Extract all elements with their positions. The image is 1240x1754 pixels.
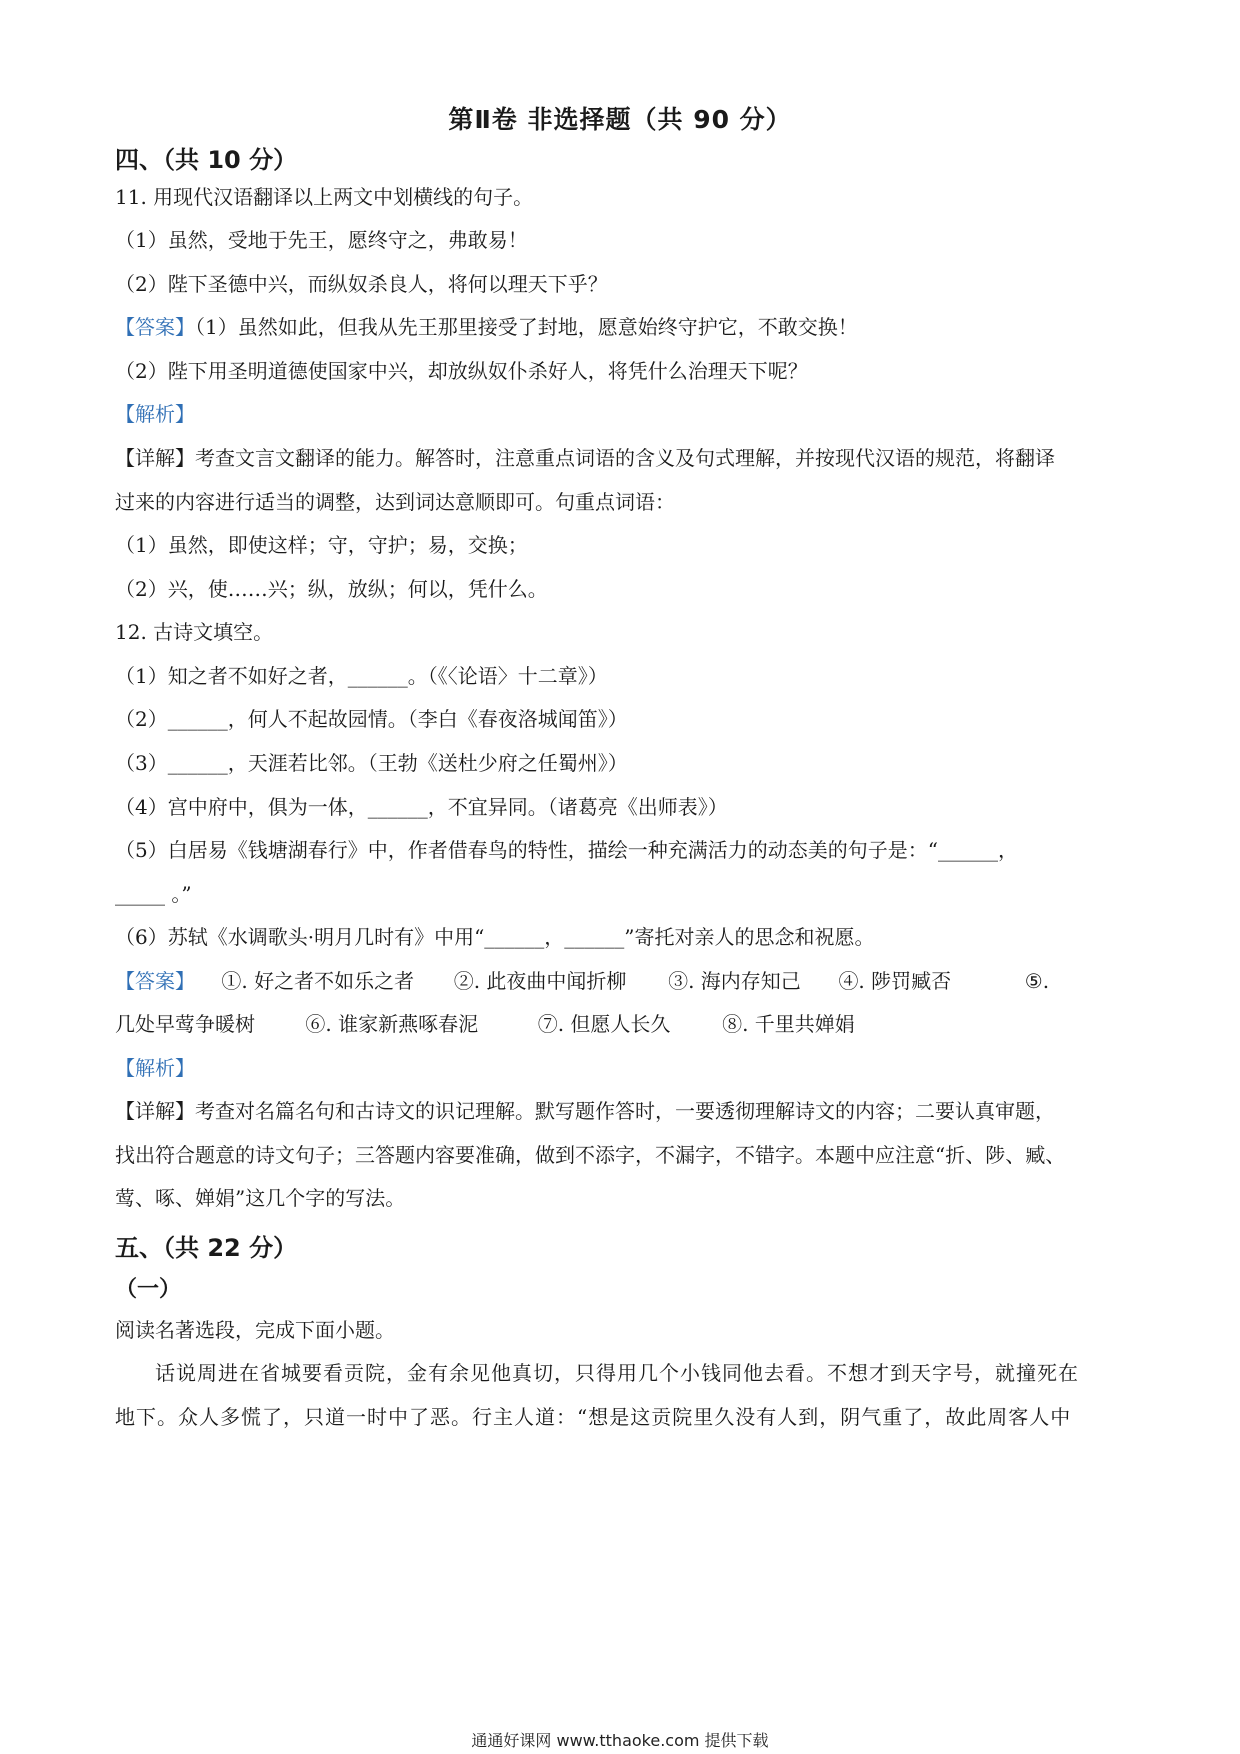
q11-answer-1: （1）虽然如此，但我从先王那里接受了封地，愿意始终守护它，不敢交换！ — [195, 315, 858, 339]
q12-item-3: （3）______，天涯若比邻。（王勃《送杜少府之任蜀州》） — [115, 751, 628, 775]
q11-detail-3: （1）虽然，即使这样；守，守护；易，交换； — [115, 533, 528, 557]
detail-tag: 【详解】 — [115, 1099, 195, 1123]
q12-answer-row-2 — [115, 1010, 855, 1038]
q12-answer-5: 几处早莺争暖树 — [115, 1012, 255, 1036]
q11-item-1: （1）虽然，受地于先王，愿终守之，弗敢易！ — [115, 228, 528, 252]
passage-line-2: 地下。众人多慌了，只道一时中了恶。行主人道：“想是这贡院里久没有人到，阴气重了，故此周客人中 — [115, 1405, 1072, 1429]
passage-line-1: 话说周进在省城要看贡院，金有余见他真切，只得用几个小钱同他去看。不想才到天字号，就撞死在 — [155, 1361, 1079, 1385]
q12-item-2: （2）______，何人不起故园情。（李白《春夜洛城闻笛》） — [115, 707, 628, 731]
footer-source: 通通好课网 www.tthaoke.com 提供下载 — [471, 1731, 769, 1750]
q12-detail-line-1 — [115, 1097, 1055, 1125]
q12-answer-6: ⑥. 谁家新燕啄春泥 — [305, 1012, 479, 1036]
q12-item-5: （5）白居易《钱塘湖春行》中，作者借春鸟的特性，描绘一种充满活力的动态美的句子是：“______， — [115, 838, 1018, 862]
q12-answer-3: ③. 海内存知己 — [668, 969, 801, 993]
q12-item-6: （6）苏轼《水调歌头·明月几时有》中用“______，______”寄托对亲人的思念和祝愿。 — [115, 925, 875, 949]
section-five-heading: 五、（共 22 分） — [115, 1234, 298, 1262]
q12-analysis-tag: 【解析】 — [115, 1056, 195, 1080]
q12-answer-2: ②. 此夜曲中闻折柳 — [453, 969, 627, 993]
q11-answer-2: （2）陛下用圣明道德使国家中兴，却放纵奴仆杀好人，将凭什么治理天下呢？ — [115, 359, 808, 383]
q12-detail-3: 莺、啄、婵娟”这几个字的写法。 — [115, 1186, 406, 1210]
q12-answer-7: ⑦. 但愿人长久 — [537, 1012, 671, 1036]
q12-detail-1: 考查对名篇名句和古诗文的识记理解。默写题作答时，一要透彻理解诗文的内容；二要认真审题， — [195, 1099, 1055, 1123]
q12-stem: 12. 古诗文填空。 — [115, 620, 274, 644]
detail-tag: 【详解】 — [115, 446, 195, 470]
q11-detail-2: 过来的内容进行适当的调整，达到词达意顺即可。句重点词语： — [115, 490, 675, 514]
section-five-sub: （一） — [115, 1277, 182, 1302]
q11-detail-1: 考查文言文翻译的能力。解答时，注意重点词语的含义及句式理解，并按现代汉语的规范，将翻译 — [195, 446, 1055, 470]
q11-detail-4: （2）兴，使……兴；纵，放纵；何以，凭什么。 — [115, 577, 548, 601]
q12-item-5-cont: _____ 。” — [115, 882, 192, 906]
q11-answer-line-1 — [115, 313, 858, 341]
q12-answer-4: ④. 陟罚臧否 — [838, 969, 952, 993]
q12-item-1: （1）知之者不如好之者，______。（《〈论语〉十二章》） — [115, 664, 608, 688]
answer-tag: 【答案】 — [115, 969, 195, 993]
page-title: 第Ⅱ卷 非选择题（共 90 分） — [448, 105, 792, 134]
q12-answer-5-marker: ⑤. — [1024, 969, 1050, 993]
q11-stem: 11. 用现代汉语翻译以上两文中划横线的句子。 — [115, 185, 534, 209]
answer-tag: 【答案】 — [115, 315, 195, 339]
q12-answer-row-1 — [115, 967, 1049, 995]
section-four-heading: 四、（共 10 分） — [115, 146, 298, 174]
q12-detail-2: 找出符合题意的诗文句子；三答题内容要准确，做到不添字，不漏字，不错字。本题中应注意“折、陟、臧、 — [115, 1143, 1066, 1167]
q12-answer-8: ⑧. 千里共婵娟 — [722, 1012, 855, 1036]
q12-answer-1: ①. 好之者不如乐之者 — [221, 969, 415, 993]
section-five-intro: 阅读名著选段，完成下面小题。 — [115, 1318, 395, 1342]
q11-item-2: （2）陛下圣德中兴，而纵奴杀良人，将何以理天下乎？ — [115, 272, 608, 296]
q11-detail-line-1 — [115, 444, 1055, 472]
q12-item-4: （4）宫中府中，俱为一体，______，不宜异同。（诸葛亮《出师表》） — [115, 795, 728, 819]
q11-analysis-tag: 【解析】 — [115, 402, 195, 426]
